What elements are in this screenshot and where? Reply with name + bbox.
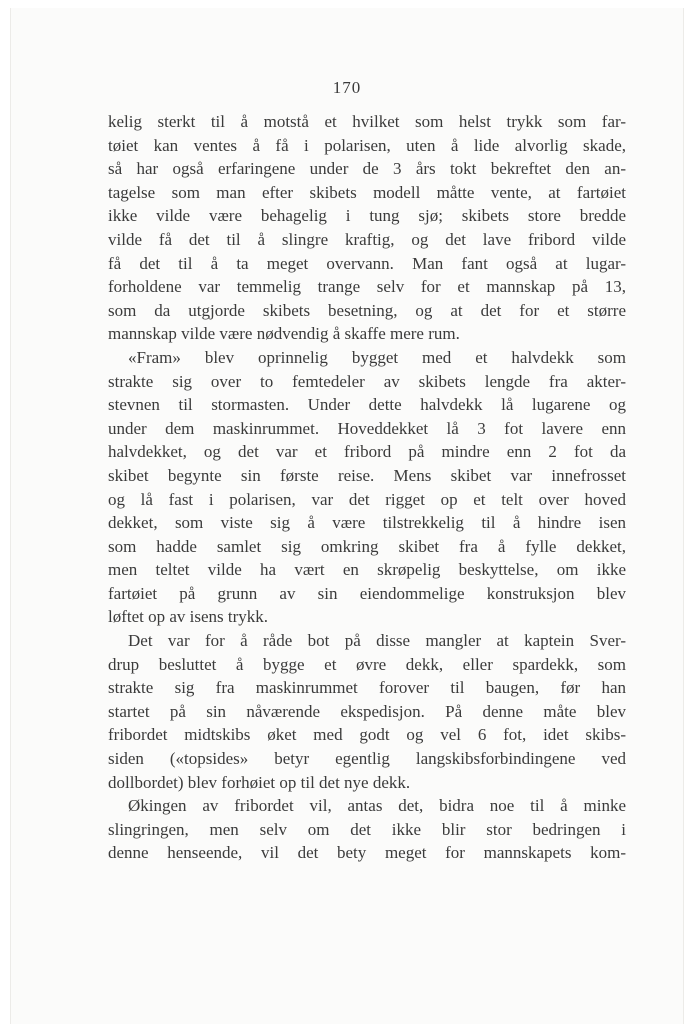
text-line: som hadde samlet sig omkring skibet fra å fylle dekket, xyxy=(108,536,626,556)
text-line: «Fram» blev oprinnelig bygget med et halvdekk som xyxy=(128,347,626,367)
text-line: skibet begynte sin første reise. Mens skibet var innefrosset xyxy=(108,465,626,485)
text-line: dollbordet) blev forhøiet op til det nye dekk. xyxy=(108,772,411,792)
text-line: dekket, som viste sig å være tilstrekkelig til å hindre isen xyxy=(108,513,626,533)
text-line: stevnen til stormasten. Under dette halvdekk lå lugarene og xyxy=(108,395,626,415)
text-line: Økingen av fribordet vil, antas det, bidra noe til å minke xyxy=(128,796,626,816)
text-line: forholdene var temmelig trange selv for et mannskap på 13, xyxy=(108,277,626,297)
text-line: drup besluttet å bygge et øvre dekk, eller spardekk, som xyxy=(108,654,626,674)
page-number: 170 xyxy=(332,78,362,97)
text-line: under dem maskinrummet. Hoveddekket lå 3 fot lavere enn xyxy=(108,418,626,438)
text-line: så har også erfaringene under de 3 års tokt bekreftet den an- xyxy=(108,159,626,179)
text-line: slingringen, men selv om det ikke blir stor bedringen i xyxy=(108,819,626,839)
text-line: som da utgjorde skibets besetning, og at det for et større xyxy=(108,300,626,320)
body-text xyxy=(108,110,626,865)
text-line: og lå fast i polarisen, var det rigget op et telt over hoved xyxy=(108,489,626,509)
text-line: halvdekket, og det var et fribord på mindre enn 2 fot da xyxy=(108,442,626,462)
text-line: fribordet midtskibs øket med godt og vel 6 fot, idet skibs- xyxy=(108,725,626,745)
text-line: denne henseende, vil det bety meget for mannskapets kom- xyxy=(108,843,626,863)
text-line: siden («topsides» betyr egentlig langskibsforbindingene ved xyxy=(108,749,626,769)
text-line: strakte sig fra maskinrummet forover til baugen, før han xyxy=(108,678,626,698)
text-line: vilde få det til å slingre kraftig, og det lave fribord vilde xyxy=(108,229,626,249)
text-line: startet på sin nåværende ekspedisjon. På denne måte blev xyxy=(108,701,626,721)
text-line: få det til å ta meget overvann. Man fant også at lugar- xyxy=(108,253,626,273)
text-line: kelig sterkt til å motstå et hvilket som helst trykk som far- xyxy=(108,112,626,131)
text-line: strakte sig over to femtedeler av skibets lengde fra akter- xyxy=(108,371,626,391)
text-line: løftet op av isens trykk. xyxy=(108,607,269,627)
text-line: mannskap vilde være nødvendig å skaffe mere rum. xyxy=(108,324,460,344)
text-line: men teltet vilde ha vært en skrøpelig beskyttelse, om ikke xyxy=(108,560,626,580)
text-line: tagelse som man efter skibets modell måtte vente, at fartøiet xyxy=(108,182,626,202)
text-line: Det var for å råde bot på disse mangler at kaptein Sver- xyxy=(128,631,626,651)
text-line: tøiet kan ventes å få i polarisen, uten å lide alvorlig skade, xyxy=(108,135,626,155)
text-line: fartøiet på grunn av sin eiendommelige konstruksjon blev xyxy=(108,583,626,603)
text-line: ikke vilde være behagelig i tung sjø; skibets store bredde xyxy=(108,206,626,226)
